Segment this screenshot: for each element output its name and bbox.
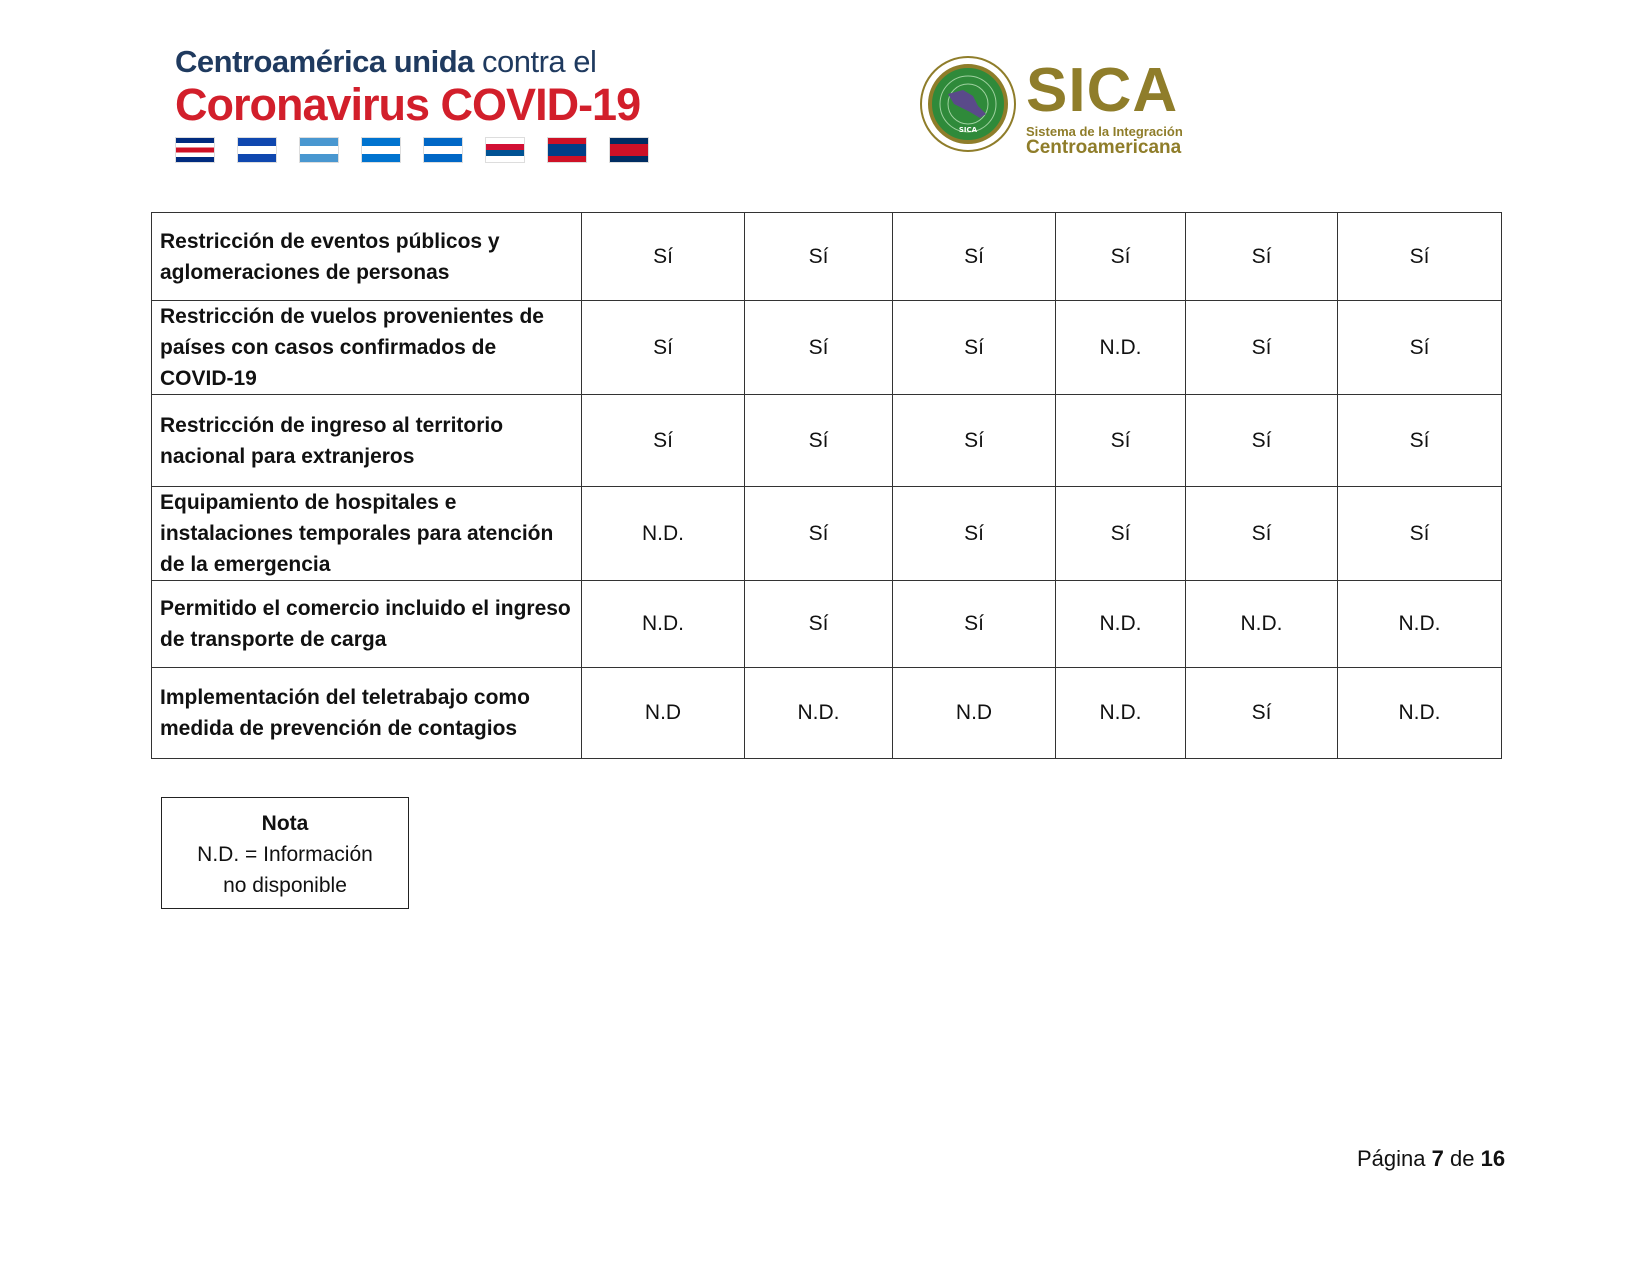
measure-value: Sí	[1056, 395, 1186, 487]
measure-value: Sí	[745, 395, 893, 487]
note-line-2: no disponible	[223, 874, 347, 897]
measure-label: Permitido el comercio incluido el ingreso de transporte de carga	[152, 581, 582, 668]
sica-name: SICA	[1026, 56, 1179, 125]
note-title: Nota	[261, 812, 309, 835]
measure-value: Sí	[745, 581, 893, 668]
measure-value: Sí	[582, 213, 745, 301]
sica-subtitle-2: Centroamericana	[1026, 137, 1182, 158]
measure-value: Sí	[1338, 301, 1502, 395]
svg-text:SICA: SICA	[958, 126, 978, 134]
measure-value: Sí	[893, 395, 1056, 487]
measure-value: Sí	[893, 213, 1056, 301]
measure-value: N.D	[893, 668, 1056, 759]
measure-value: Sí	[1186, 487, 1338, 581]
flag-guatemala-icon	[299, 137, 339, 163]
measure-value: N.D.	[1338, 668, 1502, 759]
measure-value: N.D.	[582, 487, 745, 581]
table-row	[152, 668, 1502, 759]
flag-panama-icon	[485, 137, 525, 163]
measure-value: Sí	[1056, 487, 1186, 581]
measure-label: Restricción de ingreso al territorio nacional para extranjeros	[152, 395, 582, 487]
measure-label: Equipamiento de hospitales e instalaciones temporales para atención de la emergencia	[152, 487, 582, 581]
flag-dominican-republic-icon	[609, 137, 649, 163]
measure-value: N.D.	[1056, 668, 1186, 759]
sica-seal-icon	[918, 54, 1018, 154]
measure-value: N.D.	[745, 668, 893, 759]
measure-label: Implementación del teletrabajo como medida de prevención de contagios	[152, 668, 582, 759]
page-number: Página 7 de 16	[1357, 1146, 1506, 1171]
measure-value: Sí	[745, 301, 893, 395]
flag-costa-rica-icon	[175, 137, 215, 163]
flag-row	[175, 137, 655, 165]
measure-value: Sí	[745, 487, 893, 581]
note-box	[161, 797, 409, 909]
measure-value: Sí	[1186, 395, 1338, 487]
measure-value: Sí	[1186, 668, 1338, 759]
table-row	[152, 487, 1502, 581]
measure-value: Sí	[582, 301, 745, 395]
flag-el-salvador-icon	[237, 137, 277, 163]
measure-value: Sí	[582, 395, 745, 487]
measure-value: N.D.	[582, 581, 745, 668]
measure-value: Sí	[893, 301, 1056, 395]
sica-subtitle-1: Sistema de la Integración	[1026, 124, 1183, 139]
flag-honduras-icon	[361, 137, 401, 163]
measure-value: Sí	[893, 581, 1056, 668]
measure-value: Sí	[1338, 213, 1502, 301]
measure-value: Sí	[1056, 213, 1186, 301]
measure-value: N.D	[582, 668, 745, 759]
measure-value: N.D.	[1056, 301, 1186, 395]
sica-logo	[918, 54, 1208, 164]
table-row	[152, 581, 1502, 668]
measure-value: Sí	[1338, 487, 1502, 581]
measure-label: Restricción de eventos públicos y aglomeraciones de personas	[152, 213, 582, 301]
table-row	[152, 301, 1502, 395]
measure-label: Restricción de vuelos provenientes de países con casos confirmados de COVID-19	[152, 301, 582, 395]
measure-value: Sí	[745, 213, 893, 301]
measure-value: Sí	[1186, 213, 1338, 301]
measure-value: Sí	[1186, 301, 1338, 395]
measure-value: N.D.	[1338, 581, 1502, 668]
table-row	[152, 213, 1502, 301]
measures-table	[151, 212, 1502, 759]
campaign-title-line2: Coronavirus COVID-19	[175, 79, 641, 130]
measure-value: N.D.	[1186, 581, 1338, 668]
measure-value: N.D.	[1056, 581, 1186, 668]
note-line-1: N.D. = Información	[197, 843, 373, 866]
measure-value: Sí	[1338, 395, 1502, 487]
flag-nicaragua-icon	[423, 137, 463, 163]
flag-belize-icon	[547, 137, 587, 163]
campaign-logo	[175, 44, 665, 128]
campaign-title-line1: Centroamérica unida contra el	[175, 44, 597, 79]
measure-value: Sí	[893, 487, 1056, 581]
table-row	[152, 395, 1502, 487]
